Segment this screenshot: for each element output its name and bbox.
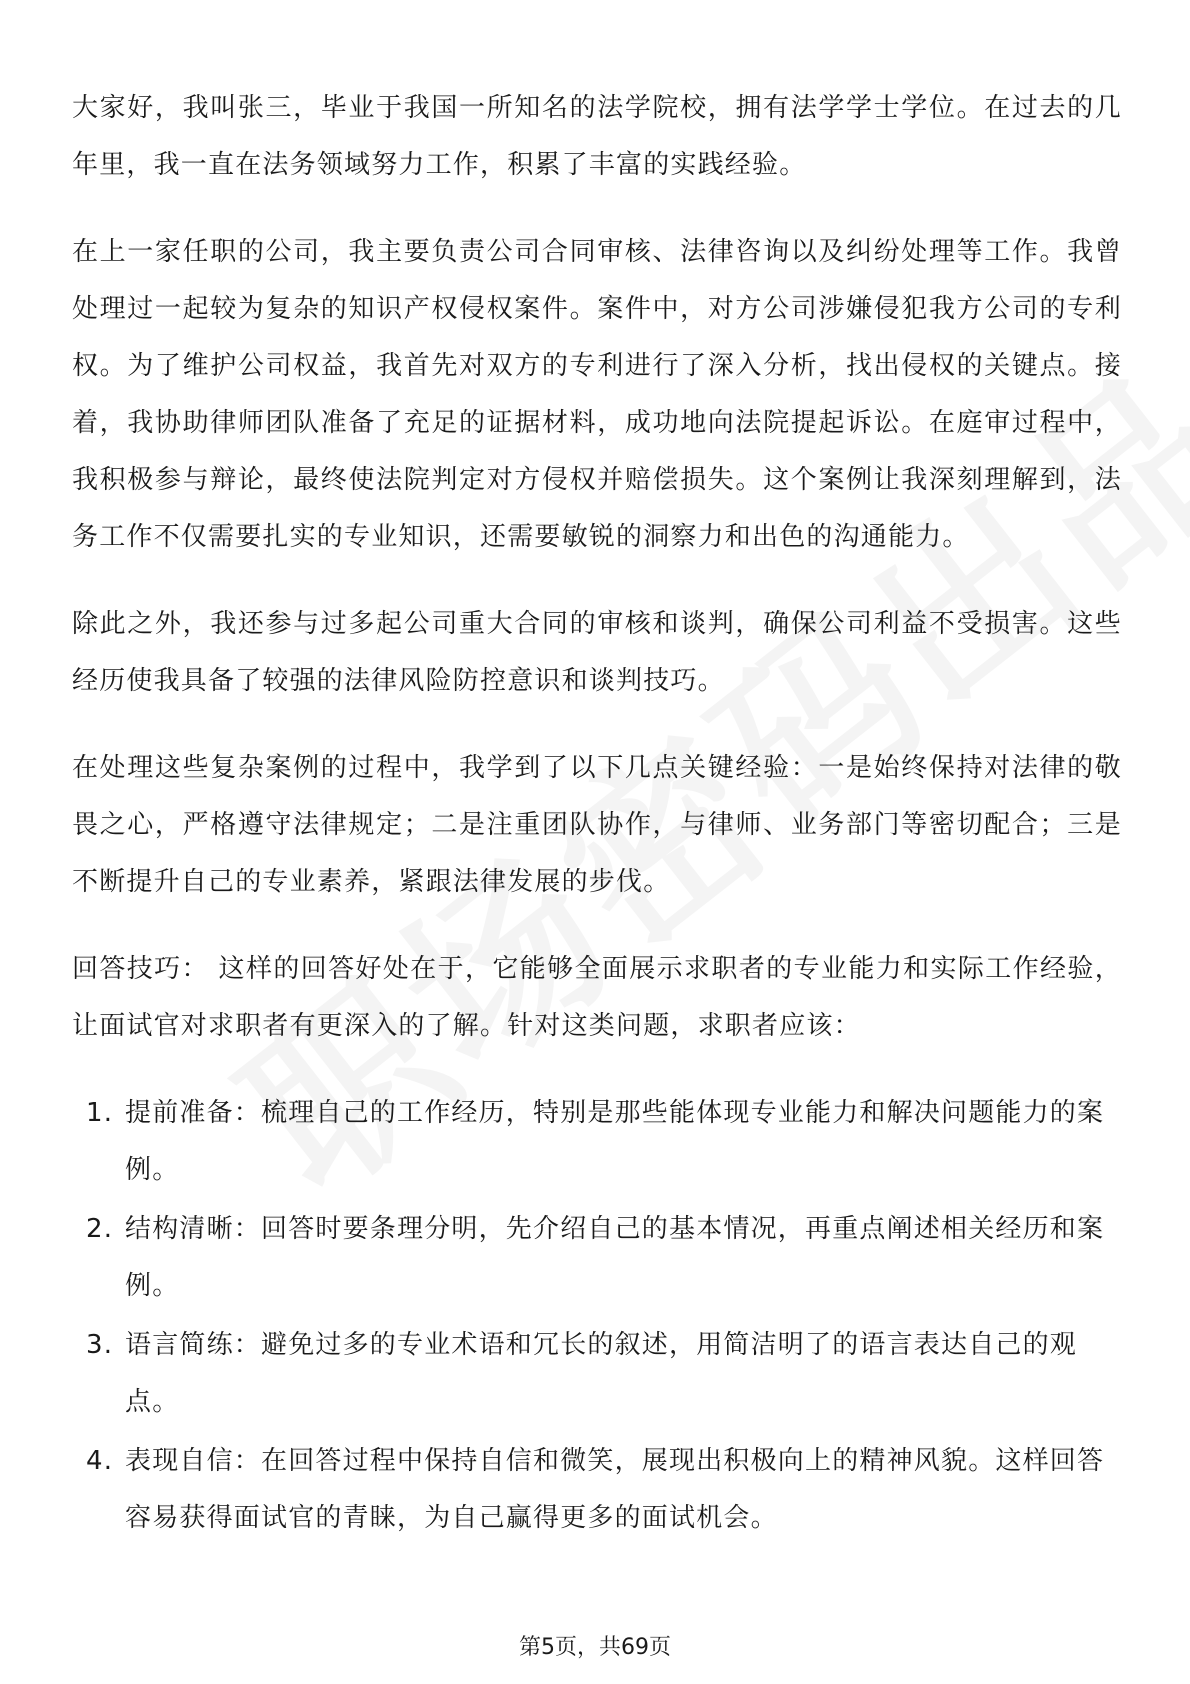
list-item-text: 结构清晰：回答时要条理分明，先介绍自己的基本情况，再重点阐述相关经历和案例。 <box>125 1214 1105 1301</box>
list-item-text: 提前准备：梳理自己的工作经历，特别是那些能体现专业能力和解决问题能力的案例。 <box>125 1098 1105 1185</box>
list-number: 4. <box>86 1446 114 1476</box>
tips-list <box>72 1085 1122 1547</box>
list-number: 3. <box>86 1330 114 1360</box>
list-item <box>72 1433 1122 1547</box>
list-item <box>72 1317 1122 1431</box>
list-item-text: 语言简练：避免过多的专业术语和冗长的叙述，用简洁明了的语言表达自己的观点。 <box>125 1330 1078 1417</box>
document-body <box>72 80 1122 1549</box>
list-item <box>72 1085 1122 1199</box>
paragraph-contracts: 除此之外，我还参与过多起公司重大合同的审核和谈判，确保公司利益不受损害。这些经历使我具备了较强的法律风险防控意识和谈判技巧。 <box>72 609 1122 696</box>
paragraph-tips-intro: 回答技巧： 这样的回答好处在于，它能够全面展示求职者的专业能力和实际工作经验，让面试官对求职者有更深入的了解。针对这类问题，求职者应该： <box>72 954 1122 1041</box>
list-number: 1. <box>86 1098 114 1128</box>
paragraph-case: 在上一家任职的公司，我主要负责公司合同审核、法律咨询以及纠纷处理等工作。我曾处理过一起较为复杂的知识产权侵权案件。案件中，对方公司涉嫌侵犯我方公司的专利权。为了维护公司权益，我首先对双方的专利进行了深入分析，找出侵权的关键点。接着，我协助律师团队准备了充足的证据材料，成功地向法院提起诉讼。在庭审过程中，我积极参与辩论，最终使法院判定对方侵权并赔偿损失。这个案例让我深刻理解到，法务工作不仅需要扎实的专业知识，还需要敏锐的洞察力和出色的沟通能力。 <box>72 237 1122 552</box>
list-item-text: 表现自信：在回答过程中保持自信和微笑，展现出积极向上的精神风貌。这样回答容易获得面试官的青睐，为自己赢得更多的面试机会。 <box>125 1446 1105 1533</box>
list-item <box>72 1201 1122 1315</box>
list-number: 2. <box>86 1214 114 1244</box>
paragraph-lessons: 在处理这些复杂案例的过程中，我学到了以下几点关键经验：一是始终保持对法律的敬畏之心，严格遵守法律规定；二是注重团队协作，与律师、业务部门等密切配合；三是不断提升自己的专业素养，紧跟法律发展的步伐。 <box>72 753 1122 897</box>
paragraph-intro: 大家好，我叫张三，毕业于我国一所知名的法学院校，拥有法学学士学位。在过去的几年里，我一直在法务领域努力工作，积累了丰富的实践经验。 <box>72 93 1122 180</box>
page-number: 第5页，共69页 <box>519 1635 671 1660</box>
